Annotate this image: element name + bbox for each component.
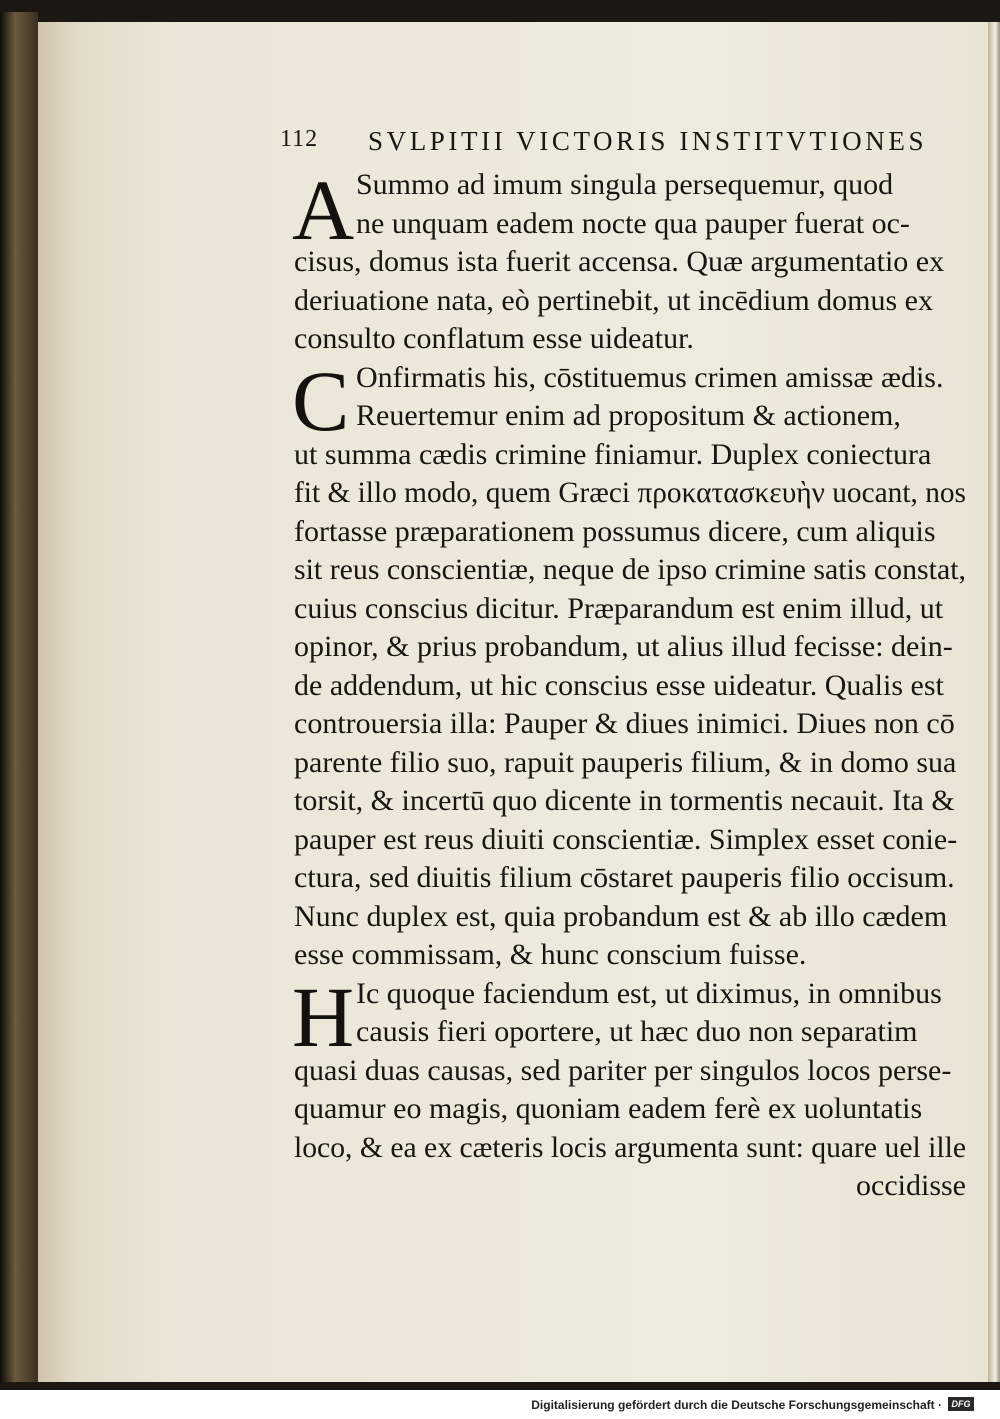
text-line: sit reus conscientiæ, neque de ipso crimine satis constat, <box>294 553 966 586</box>
text-line: ne unquam eadem nocte qua pauper fuerat oc- <box>356 206 910 240</box>
paragraph-3 <box>292 968 966 1168</box>
text-block <box>292 162 966 1206</box>
paragraph-1 <box>292 162 966 359</box>
text-line: Nunc duplex est, quia probandum est & ab illo cædem <box>294 899 948 933</box>
text-line: Onfirmatis his, cōstituemus crimen amissæ ædis. <box>356 360 944 394</box>
drop-initial-a: A <box>292 162 355 258</box>
text-line: consulto conflatum esse uideatur. <box>294 322 694 355</box>
text-line: causis fieri oportere, ut hæc duo non separatim <box>356 1015 918 1048</box>
text-line: ut summa cædis crimine finiamur. Duplex coniectura <box>294 437 932 471</box>
text-line: deriuatione nata, eò pertinebit, ut incēdium domus ex <box>294 283 933 317</box>
dfg-logo: DFG <box>948 1397 974 1411</box>
text-line: ctura, sed diuitis filium cōstaret pauperis filio occisum. <box>294 861 955 894</box>
text-line: torsit, & incertū quo dicente in tormentis necauit. Ita & <box>294 784 955 817</box>
paragraph-2 <box>292 352 966 975</box>
text-line: de addendum, ut hic conscius esse uideatur. Qualis est <box>294 668 944 702</box>
text-line: fortasse præparationem possumus dicere, cum aliquis <box>294 514 936 548</box>
page-number: 112 <box>280 126 319 152</box>
text-line: opinor, & prius probandum, ut alius illud fecisse: dein- <box>294 630 953 663</box>
text-line: Reuertemur enim ad propositum & actionem, <box>356 399 901 432</box>
text-line: cisus, domus ista fuerit accensa. Quæ argumentatio ex <box>294 245 945 278</box>
text-line: cuius conscius dicitur. Præparandum est enim illud, ut <box>294 591 944 625</box>
text-line: pauper est reus diuiti conscientiæ. Simplex esset conie- <box>294 822 958 856</box>
text-line: quasi duas causas, sed pariter per singulos locos perse- <box>294 1053 952 1087</box>
catchword: occidisse <box>856 1169 966 1202</box>
text-line: parente filio suo, rapuit pauperis filium, & in domo sua <box>294 745 957 779</box>
book-spine <box>0 12 38 1382</box>
text-line: quamur eo magis, quoniam eadem ferè ex uoluntatis <box>294 1092 923 1125</box>
text-line: fit & illo modo, quem Græci προκατασκευὴν uocant, nos <box>294 476 966 509</box>
text-line: Ic quoque faciendum est, ut diximus, in omnibus <box>356 976 942 1010</box>
text-line: loco, & ea ex cæteris locis argumenta sunt: quare uel ille <box>294 1130 966 1164</box>
text-line: esse commissam, & hunc conscium fuisse. <box>294 938 807 971</box>
digitization-credit: Digitalisierung gefördert durch die Deutsche Forschungsgemeinschaft · <box>531 1398 942 1412</box>
text-line: controuersia illa: Pauper & diues inimici. Diues non cō <box>294 707 955 740</box>
text-line: Summo ad imum singula persequemur, quod <box>356 168 894 201</box>
page-edge <box>988 22 1000 1382</box>
running-title: SVLPITII VICTORIS INSTITVTIONES <box>368 126 928 156</box>
drop-initial-c: C <box>292 352 350 449</box>
drop-initial-h: H <box>292 968 355 1065</box>
